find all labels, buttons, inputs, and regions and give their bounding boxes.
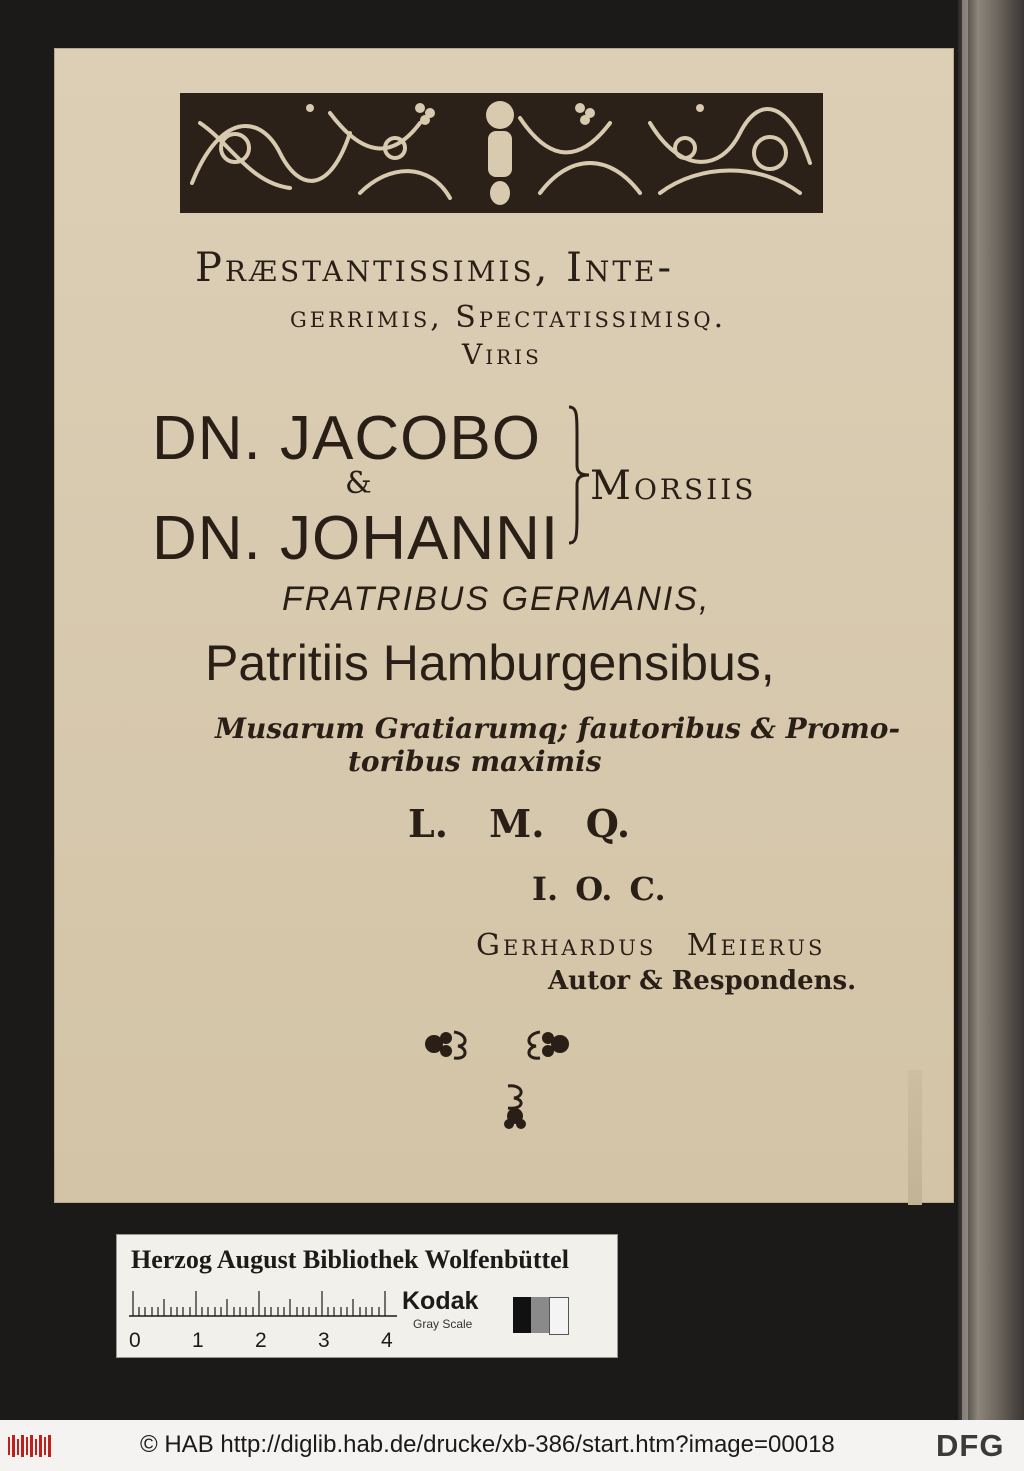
- ruler-numbers: [125, 1329, 405, 1353]
- dedicatee-name-1: DN. JACOBO: [152, 404, 541, 473]
- gray-patch-mid: [531, 1297, 549, 1333]
- fleuron-right-icon: [522, 1024, 574, 1064]
- dedication-line-1: Præstantissimis, Inte-: [195, 245, 675, 291]
- gray-patch-white: [549, 1297, 569, 1335]
- ruler-number: 4: [381, 1329, 393, 1352]
- musarum-line-2: toribus maximis: [348, 745, 602, 778]
- ruler-number: 3: [318, 1329, 330, 1352]
- page-fold: [908, 1070, 922, 1205]
- dedication-line-3: Viris: [462, 338, 542, 371]
- gray-scale-label: Gray Scale: [413, 1317, 473, 1331]
- family-name: Morsiis: [590, 463, 757, 509]
- library-name: Herzog August Bibliothek Wolfenbüttel: [131, 1245, 569, 1274]
- barcode-icon: [8, 1433, 52, 1459]
- gray-patch-black: [513, 1297, 531, 1333]
- dedicatee-name-2: DN. JOHANNI: [152, 504, 560, 573]
- ioc-line: I. O. C.: [532, 870, 666, 908]
- author-name: Gerhardus Meierus: [476, 928, 826, 963]
- copyright-link[interactable]: © HAB http://diglib.hab.de/drucke/xb-386/start.htm?image=00018: [140, 1431, 835, 1458]
- dedication-line-2: gerrimis, Spectatissimisq.: [290, 300, 727, 335]
- ruler-number: 1: [192, 1329, 204, 1352]
- musarum-line-1: Musarum Gratiarumq; fautoribus & Promo-: [215, 712, 901, 745]
- color-calibration-card: [116, 1234, 618, 1358]
- woodcut-ornament: [180, 93, 823, 213]
- patritiis-line: Patritiis Hamburgensibus,: [205, 635, 775, 691]
- glass-edge: [962, 0, 968, 1420]
- ampersand: &: [345, 466, 372, 501]
- ruler-number: 0: [129, 1329, 141, 1352]
- lmq-line: L. M. Q.: [408, 801, 631, 846]
- kodak-logo: Kodak: [402, 1287, 479, 1315]
- ruler-number: 2: [255, 1329, 267, 1352]
- author-role: Autor & Respondens.: [548, 966, 857, 996]
- ruler-scale: [129, 1291, 397, 1317]
- fleuron-bottom-icon: [498, 1082, 532, 1132]
- dfg-logo[interactable]: DFG: [936, 1428, 1005, 1463]
- fleuron-left-icon: [420, 1024, 472, 1064]
- book-page: [54, 48, 954, 1203]
- fratribus-line: FRATRIBUS GERMANIS,: [282, 580, 711, 618]
